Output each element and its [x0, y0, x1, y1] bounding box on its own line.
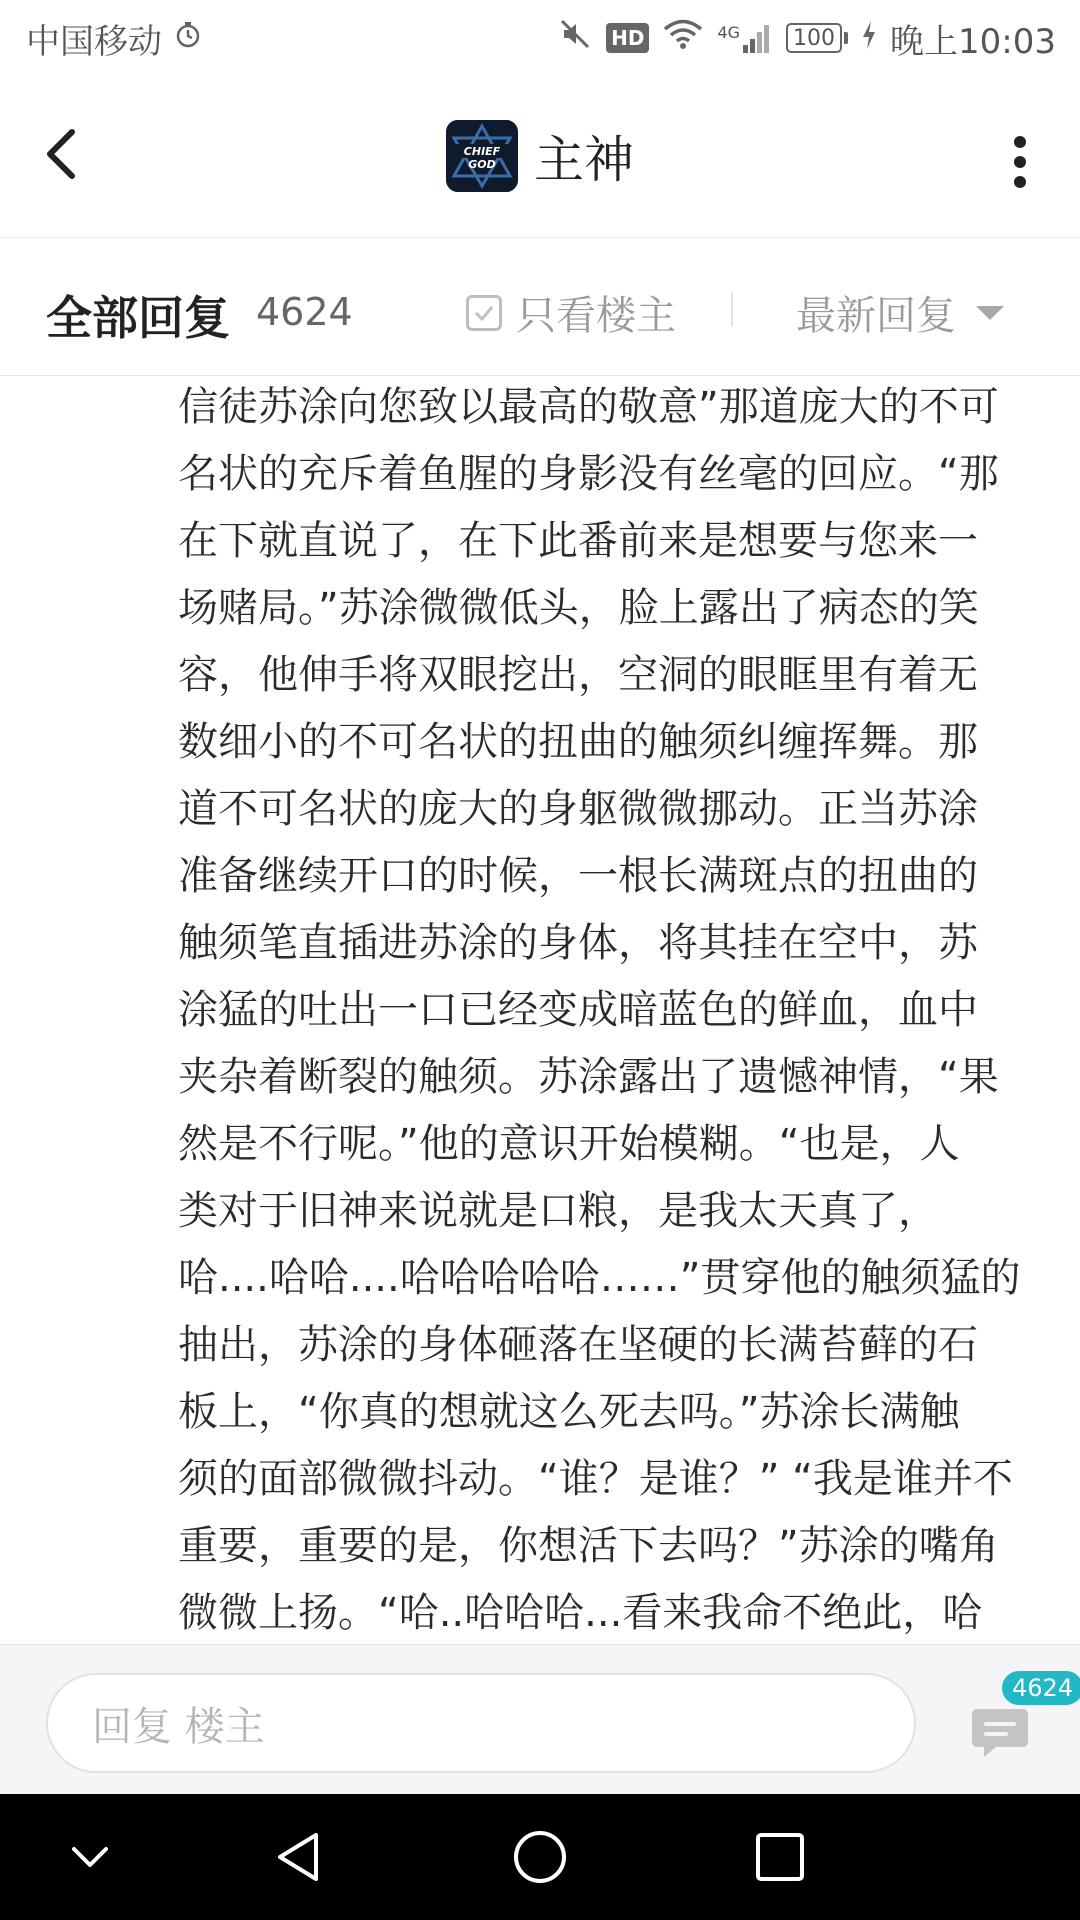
title-bar	[0, 76, 1080, 238]
post-line: 准备继续开口的时候，一根长满斑点的扭曲的	[178, 853, 978, 899]
square-recents-icon	[750, 1827, 810, 1887]
triangle-back-icon	[270, 1827, 330, 1887]
nav-home-button[interactable]	[510, 1827, 570, 1887]
checkbox-icon	[466, 295, 502, 331]
clock-label: 晚上10:03	[890, 21, 1056, 62]
post-line: 道不可名状的庞大的身躯微微挪动。正当苏涂	[178, 786, 978, 832]
post-line: 板上，“你真的想就这么死去吗。”苏涂长满触	[178, 1389, 960, 1435]
post-line: 重要，重要的是，你想活下去吗？”苏涂的嘴角	[178, 1523, 999, 1569]
header-divider	[731, 292, 733, 326]
signal-icon	[717, 23, 772, 53]
comments-button[interactable]	[970, 1705, 1030, 1761]
alarm-icon	[174, 18, 202, 58]
post-line: 名状的充斥着鱼腥的身影没有丝毫的回应。“那	[178, 451, 999, 497]
only-owner-toggle[interactable]	[466, 284, 676, 341]
hd-badge: HD	[606, 23, 649, 53]
sort-label: 最新回复	[796, 293, 956, 339]
post-line: 信徒苏涂向您致以最高的敬意”那道庞大的不可	[178, 384, 999, 430]
caret-down-icon	[976, 306, 1004, 320]
comment-count-badge: 4624	[1000, 1669, 1080, 1707]
replies-header	[0, 238, 1080, 376]
wifi-icon	[663, 18, 703, 59]
status-bar	[0, 0, 1080, 76]
more-options-button[interactable]	[1004, 126, 1036, 198]
battery-level: 100	[786, 23, 842, 53]
reply-count: 4624	[256, 290, 353, 334]
mute-icon	[558, 17, 592, 60]
reply-bar	[0, 1644, 1080, 1794]
more-vertical-icon	[1004, 126, 1036, 198]
forum-title: 主神	[534, 131, 634, 189]
system-nav-bar	[0, 1794, 1080, 1920]
avatar-text-chief: CHIEF	[463, 145, 501, 158]
post-content	[178, 374, 1044, 1644]
nav-collapse-button[interactable]	[60, 1827, 120, 1887]
nav-back-button[interactable]	[270, 1827, 330, 1887]
post-line: 场赌局。”苏涂微微低头，脸上露出了病态的笑	[178, 585, 979, 631]
post-line: 须的面部微微抖动。“谁？是谁？” “我是谁并不	[178, 1456, 1013, 1502]
post-line: 然是不行呢。”他的意识开始模糊。“也是，人	[178, 1121, 960, 1167]
carrier-label: 中国移动	[26, 21, 162, 62]
post-line: 哈....哈哈....哈哈哈哈哈……”贯穿他的触须猛的	[178, 1255, 1021, 1301]
circle-home-icon	[510, 1827, 570, 1887]
post-line: 微微上扬。“哈..哈哈哈...看来我命不绝此，哈	[178, 1590, 983, 1636]
post-line: 抽出，苏涂的身体砸落在坚硬的长满苔藓的石	[178, 1322, 978, 1368]
avatar-text-god: GOD	[468, 158, 496, 171]
post-line: 夹杂着断裂的触须。苏涂露出了遗憾神情，“果	[178, 1054, 999, 1100]
sort-dropdown[interactable]	[796, 284, 1004, 341]
all-replies-title: 全部回复	[46, 291, 230, 345]
nav-recents-button[interactable]	[750, 1827, 810, 1887]
charging-icon	[862, 18, 876, 58]
post-line: 触须笔直插进苏涂的身体，将其挂在空中，苏	[178, 920, 978, 966]
post-line: 涂猛的吐出一口已经变成暗蓝色的鲜血，血中	[178, 987, 978, 1033]
forum-avatar	[446, 120, 518, 192]
forum-title-group[interactable]	[0, 118, 1080, 194]
post-line: 容，他伸手将双眼挖出，空洞的眼眶里有着无	[178, 652, 978, 698]
network-type-label: 4G	[717, 23, 741, 42]
comment-bubble-icon	[970, 1705, 1030, 1761]
post-line: 类对于旧神来说就是口粮，是我太天真了，	[178, 1188, 938, 1234]
only-owner-label: 只看楼主	[516, 293, 676, 339]
battery-indicator	[786, 23, 848, 53]
reply-placeholder: 回复 楼主	[92, 1703, 265, 1750]
post-line: 数细小的不可名状的扭曲的触须纠缠挥舞。那	[178, 719, 978, 765]
post-line: 在下就直说了，在下此番前来是想要与您来一	[178, 518, 978, 564]
chevron-down-icon	[60, 1827, 120, 1887]
reply-input[interactable]	[46, 1673, 916, 1773]
